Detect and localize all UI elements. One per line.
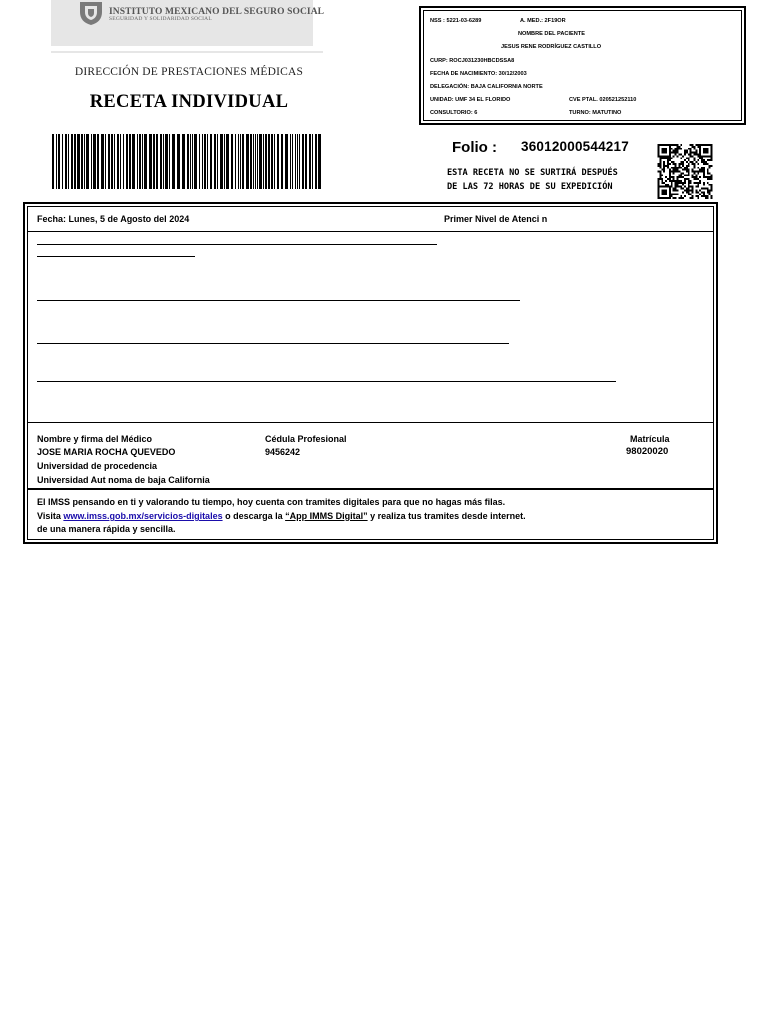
barcode-bar <box>108 134 110 189</box>
barcode-bar <box>105 134 106 189</box>
barcode-bar <box>265 134 267 189</box>
barcode-bar <box>156 134 158 189</box>
patient-name-label: NOMBRE DEL PACIENTE <box>518 31 585 37</box>
qr-code-icon <box>656 144 714 199</box>
folio-label: Folio : <box>452 139 497 156</box>
barcode-bar <box>101 134 104 189</box>
barcode-bar <box>295 134 296 189</box>
barcode-bar <box>71 134 73 189</box>
barcode-bar <box>242 134 244 189</box>
barcode-bar <box>259 134 262 189</box>
barcode-bar <box>74 134 76 189</box>
prescription-line <box>37 300 520 301</box>
barcode-bar <box>97 134 99 189</box>
barcode-bar <box>238 134 239 189</box>
consultorio-field: CONSULTORIO: 6 <box>430 110 478 116</box>
doctor-name-label: Nombre y firma del Médico <box>37 434 153 444</box>
barcode-bar <box>194 134 197 189</box>
turno-field: TURNO: MATUTINO <box>569 110 622 116</box>
barcode-bar <box>240 134 241 189</box>
barcode-bar <box>214 134 216 189</box>
barcode-bar <box>132 134 135 189</box>
org-name: INSTITUTO MEXICANO DEL SEGURO SOCIAL <box>109 7 325 17</box>
prescription-line <box>37 343 509 344</box>
barcode-bar <box>84 134 85 189</box>
barcode-bar <box>271 134 273 189</box>
unidad-field: UNIDAD: UMF 34 EL FLORIDO <box>430 97 511 103</box>
curp-field: CURP: ROCJ031230HBCDSSA8 <box>430 58 515 64</box>
cedula-label: Cédula Profesional <box>265 434 347 444</box>
barcode-bar <box>160 134 162 189</box>
barcode-bar <box>253 134 254 189</box>
footer-message-line-2 <box>37 511 526 521</box>
barcode-bar <box>139 134 141 189</box>
barcode-bar <box>123 134 124 189</box>
university-name: Universidad Aut noma de baja California <box>37 475 210 485</box>
barcode-bar <box>169 134 170 189</box>
doctor-name: JOSE MARIA ROCHA QUEVEDO <box>37 447 176 457</box>
org-subtitle: SEGURIDAD Y SOLIDARIDAD SOCIAL <box>109 16 212 22</box>
barcode-bar <box>204 134 206 189</box>
footer-message-line-1: El IMSS pensando en ti y valorando tu tiempo, hoy cuenta con tramites digitales para que no hagas más filas. <box>37 497 506 507</box>
barcode-bar <box>255 134 256 189</box>
barcode-bar <box>226 134 229 189</box>
footer-message-line-3: de una manera rápida y sencilla. <box>37 524 176 534</box>
barcode-bar <box>297 134 298 189</box>
expiry-warning-line-1: ESTA RECETA NO SE SURTIRÁ DESPUÉS <box>447 168 618 178</box>
barcode-bar <box>149 134 152 189</box>
delegacion-field: DELEGACIÓN: BAJA CALIFORNIA NORTE <box>430 84 543 90</box>
barcode-bar <box>312 134 313 189</box>
barcode-bar <box>142 134 143 189</box>
barcode-bar <box>62 134 63 189</box>
barcode-bar <box>235 134 236 189</box>
expiry-warning-line-2: DE LAS 72 HORAS DE SU EXPEDICIÓN <box>447 182 613 192</box>
barcode-bar <box>56 134 57 189</box>
barcode-bar <box>202 134 203 189</box>
barcode-bar <box>250 134 252 189</box>
barcode-bar <box>315 134 317 189</box>
barcode-bar <box>292 134 293 189</box>
a-med-field: A. MED.: 2F19OR <box>520 18 566 24</box>
barcode-bar <box>285 134 288 189</box>
care-level: Primer Nivel de Atenci n <box>444 214 548 224</box>
barcode-bar <box>163 134 164 189</box>
footer-separator <box>28 488 713 490</box>
prescription-box <box>23 202 718 544</box>
matricula-label: Matrícula <box>630 434 670 444</box>
barcode-bar <box>177 134 180 189</box>
barcode-bar <box>199 134 200 189</box>
barcode-bar <box>277 134 279 189</box>
birth-date-field: FECHA DE NACIMIENTO: 30/12/2003 <box>430 71 527 77</box>
barcode-bar <box>290 134 291 189</box>
patient-info-frame <box>423 10 742 121</box>
university-label: Universidad de procedencia <box>37 461 158 471</box>
barcode-bar <box>77 134 80 189</box>
prescription-line <box>37 244 437 245</box>
barcode-bar <box>274 134 275 189</box>
imss-digital-services-link[interactable]: www.imss.gob.mx/servicios-digitales <box>63 511 223 521</box>
barcode-bar <box>126 134 128 189</box>
barcode-bar <box>257 134 258 189</box>
app-name: “App IMMS Digital” <box>285 511 368 521</box>
matricula-number: 98020020 <box>626 446 669 457</box>
barcode-bar <box>91 134 92 189</box>
barcode-bar <box>182 134 185 189</box>
barcode-bar <box>220 134 223 189</box>
barcode-bar <box>81 134 83 189</box>
footer-download-text: o descarga la <box>222 511 286 521</box>
barcode-bar <box>268 134 270 189</box>
prescription-date: Fecha: Lunes, 5 de Agosto del 2024 <box>37 214 190 224</box>
barcode-bar <box>117 134 119 189</box>
barcode-bar <box>263 134 264 189</box>
barcode-bar <box>129 134 131 189</box>
barcode-bar <box>86 134 89 189</box>
barcode-bar <box>114 134 115 189</box>
barcode-bar <box>68 134 69 189</box>
barcode-bar <box>65 134 67 189</box>
barcode-bar <box>318 134 321 189</box>
barcode-bar <box>192 134 193 189</box>
barcode-bar <box>153 134 155 189</box>
barcode-bar <box>93 134 96 189</box>
barcode-bar <box>165 134 168 189</box>
barcode-bar <box>246 134 249 189</box>
footer-visit-text: Visita <box>37 511 64 521</box>
header-divider <box>51 51 323 53</box>
cedula-number: 9456242 <box>265 447 301 457</box>
page-title: RECETA INDIVIDUAL <box>89 92 289 112</box>
barcode-bar <box>231 134 233 189</box>
prescription-line <box>37 256 195 257</box>
barcode-bar <box>299 134 300 189</box>
barcode-bar <box>58 134 60 189</box>
barcode-bar <box>217 134 218 189</box>
logo-band <box>51 0 325 46</box>
department-title: DIRECCIÓN DE PRESTACIONES MÉDICAS <box>74 66 304 78</box>
barcode-bar <box>305 134 307 189</box>
header-separator <box>28 231 713 232</box>
patient-info-box <box>419 6 746 125</box>
cve-ptal-field: CVE PTAL. 020521252110 <box>569 97 637 103</box>
barcode-bar <box>207 134 208 189</box>
barcode-bar <box>52 134 54 189</box>
barcode-bar <box>187 134 189 189</box>
barcode-bar <box>302 134 304 189</box>
barcode-bar <box>172 134 175 189</box>
footer-internet-text: y realiza tus tramites desde internet. <box>367 511 526 521</box>
prescription-frame <box>27 206 714 540</box>
barcode <box>52 134 325 189</box>
barcode-bar <box>309 134 311 189</box>
prescription-line <box>37 381 616 382</box>
nss-field: NSS : 5221-03-6289 <box>430 18 482 24</box>
doctor-section-separator <box>28 422 713 423</box>
barcode-bar <box>190 134 191 189</box>
imss-logo-icon <box>77 0 105 26</box>
barcode-bar <box>111 134 113 189</box>
barcode-bar <box>137 134 138 189</box>
barcode-bar <box>224 134 225 189</box>
barcode-bar <box>210 134 212 189</box>
barcode-bar <box>144 134 147 189</box>
folio-number: 36012000544217 <box>521 139 629 154</box>
barcode-bar <box>281 134 283 189</box>
barcode-bar <box>120 134 121 189</box>
patient-name: JESUS RENE RODRÍGUEZ CASTILLO <box>501 44 602 50</box>
